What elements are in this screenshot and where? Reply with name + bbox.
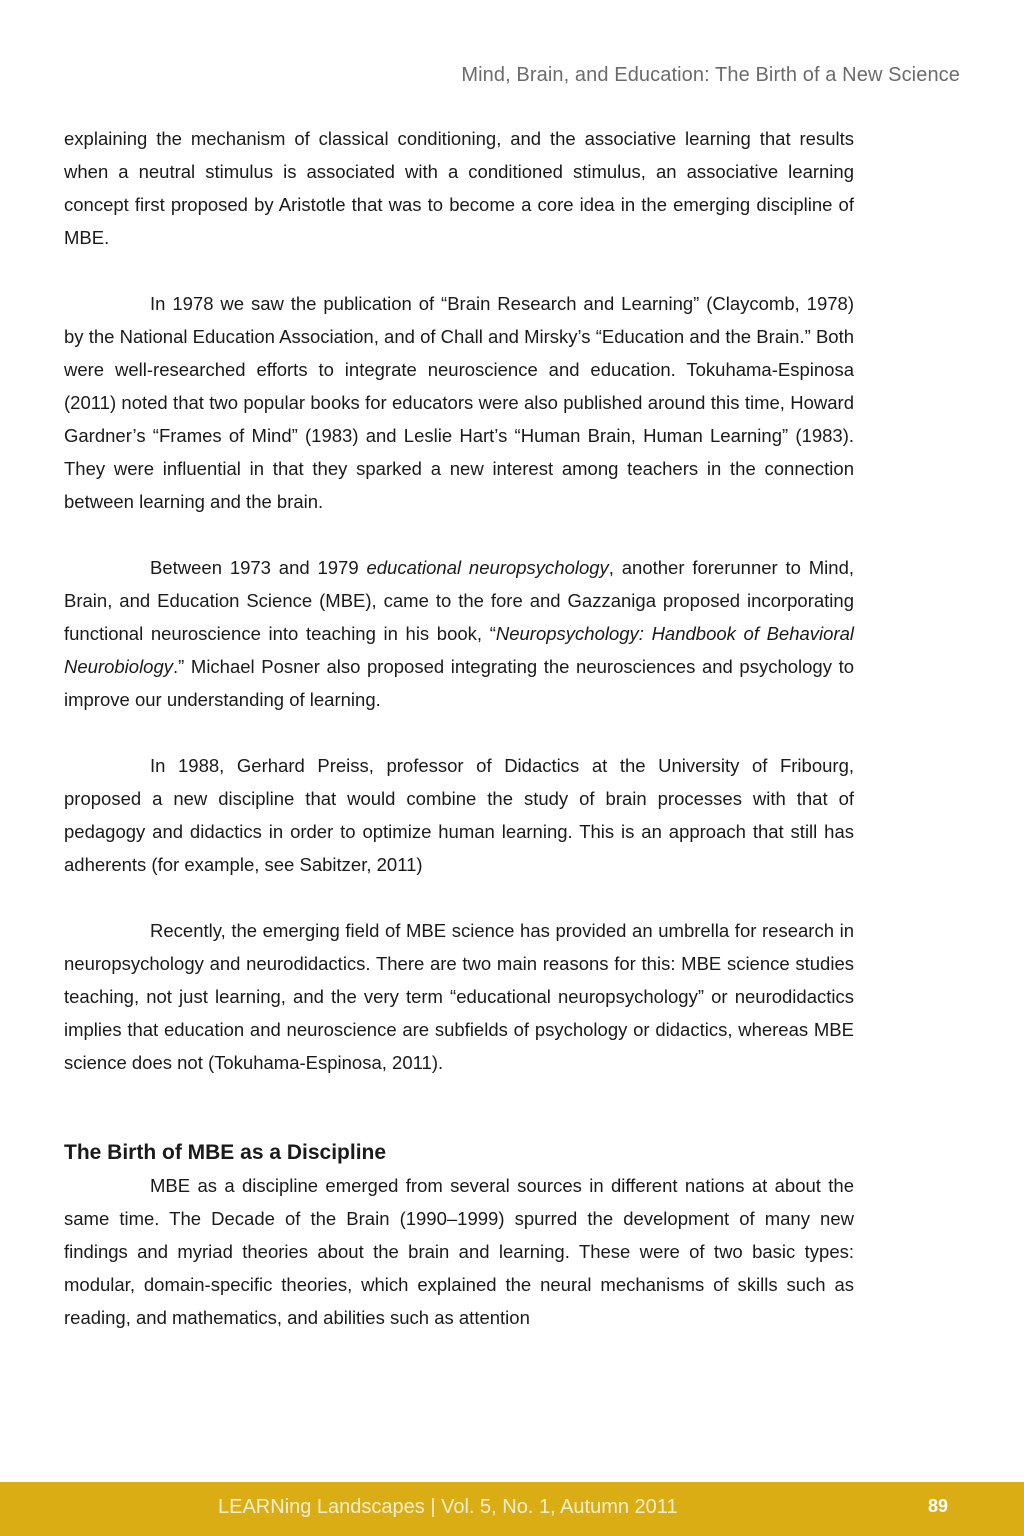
paragraph-6: MBE as a discipline emerged from several sources in different nations at about the same time. The Decade of the Brain (1990–1999) spurred the development of many new findings and myriad theories about the brain and learning. These were of two basic types: modular, domain-specific theories, which explained the neural mechanisms of skills such as reading, and mathematics, and abilities such as attention xyxy=(64,1175,854,1328)
paragraph-3-text-c: , another forerunner to Mind, Brain, and Education Science (MBE), came to the fore and Gazzaniga proposed incorporating functional neuroscience into teaching in his book, “ xyxy=(64,557,854,644)
section-heading: The Birth of MBE as a Discipline xyxy=(64,1141,387,1164)
paragraph-2: In 1978 we saw the publication of “Brain Research and Learning” (Claycomb, 1978) by the National Education Association, and of Chall and Mirsky’s “Education and the Brain.” Both were well-researched efforts to integrate neuroscience and education. Tokuhama-Espinosa (2011) noted that two popular books for educators were also published around this time, Howard Gardner’s “Frames of Mind” (1983) and Leslie Hart’s “Human Brain, Human Learning” (1983). They were influential in that they sparked a new interest among teachers in the connection between learning and the brain. xyxy=(64,293,854,512)
footer-bar xyxy=(0,1482,1024,1536)
article-body xyxy=(64,122,854,1367)
paragraph-3 xyxy=(64,551,854,716)
paragraph-3-text-a: Between 1973 and 1979 xyxy=(150,557,367,578)
paragraph-3-italic-book-title: Neuropsychology: Handbook of Behavioral Neurobiology xyxy=(64,623,855,677)
footer-journal-citation: LEARNing Landscapes | Vol. 5, No. 1, Autumn 2011 xyxy=(218,1496,678,1518)
paragraph-3-italic-term: educational neuropsychology xyxy=(366,557,609,578)
running-header: Mind, Brain, and Education: The Birth of a New Science xyxy=(461,64,960,86)
paragraph-1: explaining the mechanism of classical conditioning, and the associative learning that results when a neutral stimulus is associated with a conditioned stimulus, an associative learning concept first proposed by Aristotle that was to become a core idea in the emerging discipline of MBE. xyxy=(64,128,854,248)
paragraph-4: In 1988, Gerhard Preiss, professor of Didactics at the University of Fribourg, proposed a new discipline that would combine the study of brain processes with that of pedagogy and didactics in order to optimize human learning. This is an approach that still has adherents (for example, see Sabitzer, 2011) xyxy=(64,755,854,875)
page-number: 89 xyxy=(927,1496,948,1516)
paragraph-5: Recently, the emerging field of MBE science has provided an umbrella for research in neuropsychology and neurodidactics. There are two main reasons for this: MBE science studies teaching, not just learning, and the very term “educational neuropsychology” or neurodidactics implies that education and neuroscience are subfields of psychology or didactics, whereas MBE science does not (Tokuhama-Espinosa, 2011). xyxy=(64,920,854,1073)
paragraph-3-text-e: .” Michael Posner also proposed integrating the neurosciences and psychology to improve our understanding of learning. xyxy=(64,656,854,710)
